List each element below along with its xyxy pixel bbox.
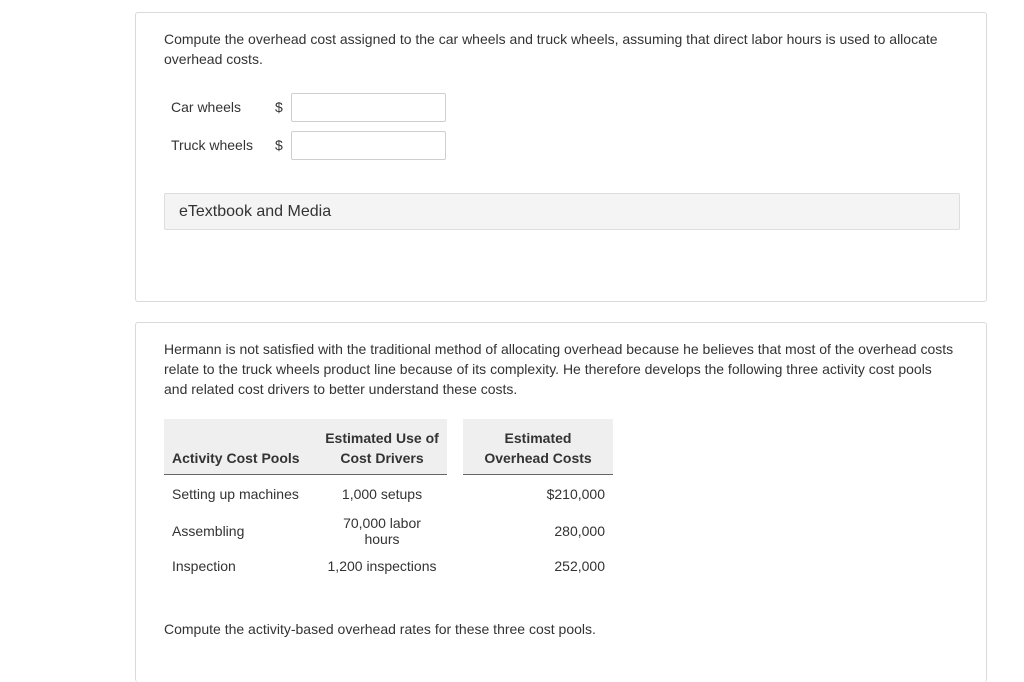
overhead-cost: 280,000 [554,522,605,539]
truck-wheels-label: Truck wheels [171,137,253,153]
question-card-part2 [135,322,987,682]
table-row [164,548,613,583]
car-wheels-input[interactable] [291,93,446,122]
table-header-row [164,419,613,475]
cell-gap [447,548,463,583]
pool-name: Assembling [172,522,245,539]
header-activity-cost-pools: Activity Cost Pools [164,419,317,475]
header-gap [447,419,463,475]
etextbook-media-button[interactable]: eTextbook and Media [164,193,960,230]
truck-wheels-input[interactable] [291,131,446,160]
followup-question: Compute the activity-based overhead rates for these three cost pools. [164,621,596,637]
driver-use: 1,200 inspections [327,557,437,574]
pool-name: Inspection [172,557,236,574]
header-estimated-use: Estimated Use of Cost Drivers [317,419,447,475]
driver-use: 70,000 labor hours [343,514,421,547]
activity-cost-pools-table [164,419,613,583]
overhead-cost: $210,000 [546,486,605,502]
header-estimated-overhead: Estimated Overhead Costs [463,419,613,475]
driver-use: 1,000 setups [341,486,423,502]
pool-name: Setting up machines [172,486,299,502]
currency-symbol: $ [275,99,283,115]
car-wheels-label: Car wheels [171,99,242,115]
table-row [164,513,613,548]
intro-text: Hermann is not satisfied with the traditional method of allocating overhead because he believes that most of the overhead costs relate to the truck wheels product line because of its complexity. He therefore develops the following three activity cost pools and related cost drivers to better understand these costs. [164,341,954,397]
question-text: Compute the overhead cost assigned to the car wheels and truck wheels, assuming that direct labor hours is used to allocate overhead costs. [164,31,938,67]
table-row [164,475,613,513]
overhead-cost: 252,000 [554,557,605,574]
question-card-part1 [135,12,987,302]
currency-symbol: $ [275,137,283,153]
cell-gap [447,475,463,513]
cell-gap [447,513,463,548]
